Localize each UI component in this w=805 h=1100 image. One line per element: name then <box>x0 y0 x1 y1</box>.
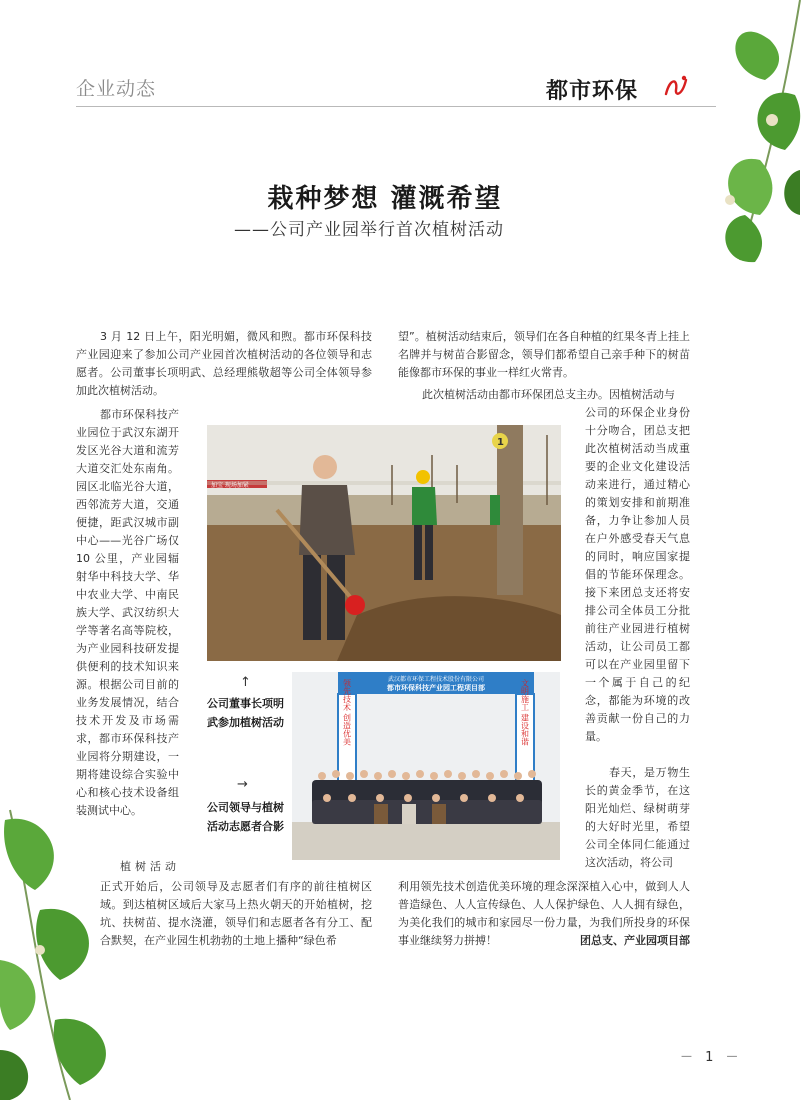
photo-caption-1: 公司董事长项明武参加植树活动 <box>207 697 284 729</box>
caption1-arrow-icon: ↑ <box>240 675 251 690</box>
header-divider <box>76 106 716 107</box>
photo-caption-2: 公司领导与植树活动志愿者合影 <box>207 801 284 833</box>
banner-line2: 都市环保科技产业园工程项目部 <box>387 684 485 692</box>
intro-paragraph: 3 月 12 日上午，阳光明媚，微风和煦。都市环保科技产业园迎来了参加公司产业园首次植树活动的各位领导和志愿者。公司董事长项明武、总经理熊敬超等公司全体领导参加此次植树活动。 <box>76 330 372 397</box>
right-banner-text: 文明施工 建设和谐 <box>520 678 530 746</box>
brand-name: 都市环保 <box>546 79 639 104</box>
left-banner-text: 领先技术 创造优美 <box>342 678 352 746</box>
right-paragraph-lead: 此次植树活动由都市环保团总支主办。因植树活动与 <box>422 388 675 401</box>
left-column-text: 都市环保科技产业园位于武汉东湖开发区光谷大道和流芳大道交汇处东南角。园区北临光谷大道，西邻流芳大道，交通便捷，距武汉城市副中心——光谷广场仅 10 公里，产业园辐射华中科技大学、华中农业大学、中南民族大学、武汉纺织大学等著名高等院校，为产业园科技研发提供便利的技术知识来源。根据公司目前的业务发展情况，结合技术开发及市场需求，都市环保科技产业园将分期建设，一期将建设综合实验中心和核心技术设备组装测试中心。 <box>76 408 179 817</box>
section-label: 企业动态 <box>76 78 157 100</box>
right-column-text-2: 春天，是万物生长的黄金季节，在这阳光灿烂、绿树萌芽的大好时光里，希望公司全体同仁能通过这次活动，将公司 <box>585 766 690 869</box>
leaf-decoration-top-right <box>700 0 805 270</box>
caption2-arrow-icon: → <box>237 777 248 792</box>
tree-planting-photo <box>207 425 561 661</box>
fence-text: 加宝 现场加紧 <box>211 482 249 489</box>
leaf-decoration-bottom-left <box>0 800 140 1100</box>
brand-logo-icon <box>662 72 690 100</box>
right-column-text: 公司的环保企业身份十分吻合，团总支把此次植树活动当成重要的企业文化建设活动来进行，通过精心的策划安排和前期准备，力争让参加人员在户外感受春天气息的同时，响应国家提倡的节能环保理念。接下来团总支还将安排公司全体员工分批前往产业园进行植树活动，让公司员工都可以在产业园里留下一个属于自己的纪念，都能为环境的改善贡献一份自己的力量。 <box>585 406 690 743</box>
bottom-right-paragraph: 利用领先技术创造优美环境的理念深深植入心中，做到人人普造绿色、人人宣传绿色、人人保护绿色、人人拥有绿色，为美化我们的城市和家园尽一份力量，为我们所投身的环保事业继续努力拼搏！ <box>398 880 690 947</box>
tree-tag-number: 1 <box>497 437 504 448</box>
group-photo <box>292 672 560 860</box>
bottom-left-paragraph: 正式开始后，公司领导及志愿者们有序的前往植树区域。到达植树区域后大家马上热火朝天的开始植树，挖坑、扶树苗、提水浇灌，领导们和志愿者各有分工、配合默契，在产业园生机勃勃的土地上播种“绿色希 <box>100 880 372 947</box>
right-top-paragraph: 望”。植树活动结束后，领导们在各自种植的红果冬青上挂上名牌并与树苗合影留念，领导们都希望自己亲手种下的树苗能像都市环保的事业一样红火常青。 <box>398 330 690 379</box>
page-number: － 1 － <box>680 1050 743 1065</box>
banner-line1: 武汉都市环保工程技术股份有限公司 <box>387 676 485 683</box>
article-title: 栽种梦想 灌溉希望 <box>267 184 503 214</box>
article-signature: 团总支、产业园项目部 <box>580 934 690 947</box>
article-subtitle: ——公司产业园举行首次植树活动 <box>234 220 504 240</box>
left-column-tail: 植树活动 <box>120 860 180 873</box>
